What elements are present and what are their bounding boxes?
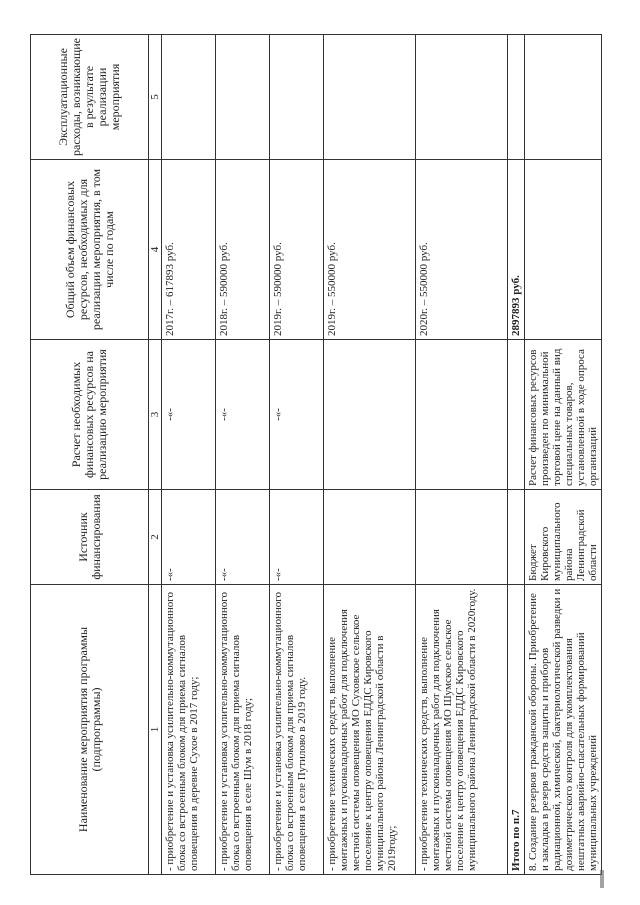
header-cell-amount: Общий объем финансовых ресурсов, необходимых для реализации мероприятия, в том числе по годам [31,160,149,340]
header-cell-ops: Эксплуатационные расходы, возникающие в результате реализации мероприятия [31,35,149,160]
header-cell-name: Наименование мероприятия программы (подпрограммы) [31,585,149,875]
scan-margin-mark [600,870,604,888]
measure-name: - приобретение технических средств, выполнение монтажных и пусконаладочных работ для подключения местной системы оповещения МО Суховское сельское поселение к центру оповещения ЕДДС Кировского муниципального района Ленинградской области в 2019году; [324,585,416,875]
funding-source [324,490,416,585]
total-label: Итого по п.7 [508,585,525,875]
column-number: 3 [149,340,162,490]
total-amount: 2020г. – 550000 руб. [416,160,508,340]
total-amount [525,160,602,340]
measure-name: - приобретение и установка усилительно-коммутационного блока со встроенным блоком для приема сигналов оповещения в селе Шум в 2018 году; [216,585,270,875]
table-row [216,35,270,875]
header-row [31,35,149,875]
operating-costs [162,35,216,160]
resource-calc [416,340,508,490]
rotated-table-container [30,35,599,875]
measure-name: - приобретение и установка усилительно-коммутационного блока со встроенным блоком для приема сигналов оповещения в деревне Сухое в 2017 году; [162,585,216,875]
operating-costs [525,35,602,160]
resource-calc: -«- [162,340,216,490]
resource-calc: -«- [216,340,270,490]
resource-calc [324,340,416,490]
resource-calc: Расчет финансовых ресурсов произведен по минимальной торговой цене на данный вид специальных товаров, установленной в ходе опроса организаций [525,340,602,490]
column-number: 1 [149,585,162,875]
table-row [525,35,602,875]
column-number: 2 [149,490,162,585]
table-row [162,35,216,875]
resource-calc: -«- [270,340,324,490]
operating-costs [270,35,324,160]
funding-source: -«- [162,490,216,585]
total-amount: 2017г. – 617893 руб. [162,160,216,340]
table-row [324,35,416,875]
funding-source [416,490,508,585]
total-amount: 2897893 руб. [508,160,525,340]
program-measures-table [30,34,602,875]
total-row [508,35,525,875]
table-row [270,35,324,875]
total-source [508,490,525,585]
column-number-row [149,35,162,875]
total-ops [508,35,525,160]
total-amount: 2018г. – 590000 руб. [216,160,270,340]
measure-name: 8. Создание резервов гражданской обороны. Приобретение и закладка в резерв средств защиты и приборов радиационной, химической, бактериологической разведки и дозиметрического контроля для укомплектования нештатных аварийно-спасательных формирований муниципальных учреждений [525,585,602,875]
funding-source: -«- [216,490,270,585]
operating-costs [324,35,416,160]
column-number: 5 [149,35,162,160]
total-calc [508,340,525,490]
measure-name: - приобретение технических средств, выполнение монтажных и пусконаладочных работ для подключения местной системы оповещения МО Шумское сельское поселение к центру оповещения ЕДДС Кировского муниципального района Ленинградской области в 2020году. [416,585,508,875]
operating-costs [416,35,508,160]
header-cell-source: Источник финансирования [31,490,149,585]
operating-costs [216,35,270,160]
total-amount: 2019г. – 550000 руб. [324,160,416,340]
measure-name: - приобретение и установка усилительно-коммутационного блока со встроенным блоком для приема сигналов оповещения в селе Путилово в 2019 году. [270,585,324,875]
funding-source: -«- [270,490,324,585]
funding-source: Бюджет Кировского муниципального района Ленинградской области [525,490,602,585]
total-amount: 2019г. – 590000 руб. [270,160,324,340]
column-number: 4 [149,160,162,340]
header-cell-calc: Расчет необходимых финансовых ресурсов на реализацию мероприятия [31,340,149,490]
table-row [416,35,508,875]
